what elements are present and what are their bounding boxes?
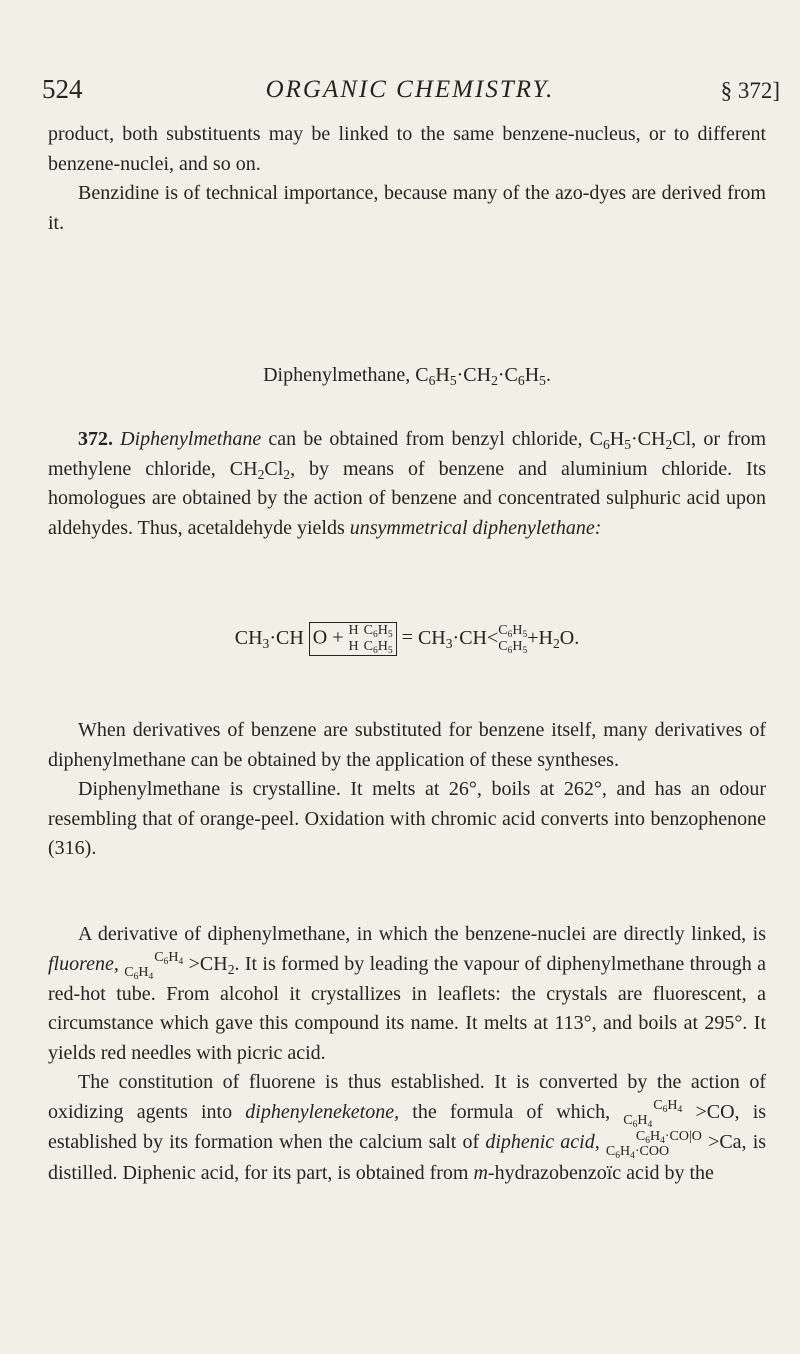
paragraph-fluorene (48, 920, 766, 1188)
ketone-formula: $C_6H_4$ $C_6H_4$ (623, 1098, 683, 1131)
text-segment: by means of benzene and aluminium chloride. Its homologues are obtained by the action of benzene and concentrated sulphuric acid upon aldehydes. Thus, acetaldehyde yields (48, 457, 767, 539)
term-unsymmetrical-diphenylethane: unsymmetrical diphenylethane: (349, 516, 602, 539)
text-segment: The constitution of fluorene is thus established. It is converted by the action of oxidizing agents into (48, 1071, 766, 1123)
term-meta: m (473, 1161, 488, 1184)
fluorene-group: $>CH_2$. (188, 952, 240, 977)
fluorene-formula: $C_6H_4$ $C_6H_4$ (124, 949, 184, 982)
eq-water: $+H_2O$. (527, 626, 580, 651)
eq-boxed-group (309, 622, 397, 656)
eq-product: $CH_3\cdot CH<$ (417, 626, 499, 651)
eq-phenyls: $C_6H_5$ $C_6H_5$ (363, 623, 393, 656)
calcium-group: >Ca, (708, 1131, 747, 1154)
text-segment: -hydrazobenzoïc acid by the (487, 1161, 714, 1184)
running-title: ORGANIC CHEMISTRY. (265, 76, 555, 103)
paragraph-372 (48, 425, 766, 543)
eq-hydrogens: H H (348, 623, 359, 654)
formula-methylene-chloride: $CH_2Cl_2$, (229, 457, 296, 482)
ketone-group: >CO, (695, 1100, 740, 1123)
text-segment: It is formed by leading the vapour of diphenylmethane through a red-hot tube. From alcohol it crystallizes in leaflets: the crystals are fluorescent, a circumstance which gave this compound its name. It melts at 113°, and boils at 295°. It yields red needles with picric acid. (48, 952, 767, 1064)
eq-equals: = (401, 626, 413, 649)
text-segment: can be obtained from benzyl chloride, (268, 428, 583, 450)
paragraph-derivatives (48, 716, 766, 864)
section-marker: § 372] (720, 78, 780, 103)
derivatives-text: When derivatives of benzene are substituted for benzene itself, many derivatives of diphenylmethane can be obtained by the application of these syntheses. (48, 719, 766, 771)
eq-reactant: $CH_3\cdot CH$ (234, 626, 304, 651)
term-fluorene: fluorene, (48, 952, 119, 975)
formula-benzyl-chloride: $C_6H_5\cdot CH_2Cl$, (589, 428, 697, 453)
paragraph-number: 372. (78, 428, 113, 450)
section-heading (48, 364, 766, 387)
text-segment: A derivative of diphenylmethane, in which the benzene-nuclei are directly linked, is (78, 923, 766, 945)
page-header (40, 74, 780, 110)
text-segment: is distilled. Diphenic acid, for its part, is obtained from (48, 1131, 767, 1184)
eq-oxygen: O + (312, 626, 344, 649)
text-segment: the formula of which, (412, 1100, 611, 1123)
term-diphenyleneketone: diphenyleneketone, (245, 1100, 400, 1123)
text-segment: or from methylene chloride, (48, 428, 767, 480)
eq-product-phenyls: $C_6H_5$ $C_6H_5$ (498, 623, 528, 656)
diphenic-formula: $C_6H_4\cdot CO|O$ $C_6H_4\cdot COO$ (605, 1128, 702, 1161)
text-segment: is established by its formation when the calcium salt of (48, 1100, 767, 1154)
intro-line: product, both substituents may be linked to the same benzene-nucleus, or to different benzene-nuclei, and so on. (48, 123, 766, 175)
heading-name: Diphenylmethane, (263, 364, 411, 386)
term-diphenic-acid: diphenic acid, (485, 1131, 600, 1154)
properties-text: Diphenylmethane is crystalline. It melts at 26°, boils at 262°, and has an odour resembling that of orange-peel. Oxidation with chromic acid converts into benzophenone (316). (48, 778, 766, 859)
term-diphenylmethane: Diphenylmethane (120, 428, 262, 450)
page-number: 524 (42, 74, 83, 104)
reaction-equation (48, 622, 766, 656)
heading-formula: $C_6H_5\cdot CH_2\cdot C_6H_5$. (415, 364, 551, 389)
benzidine-paragraph: Benzidine is of technical importance, because many of the azo-dyes are derived from it. (48, 182, 766, 234)
intro-paragraph (48, 120, 766, 238)
